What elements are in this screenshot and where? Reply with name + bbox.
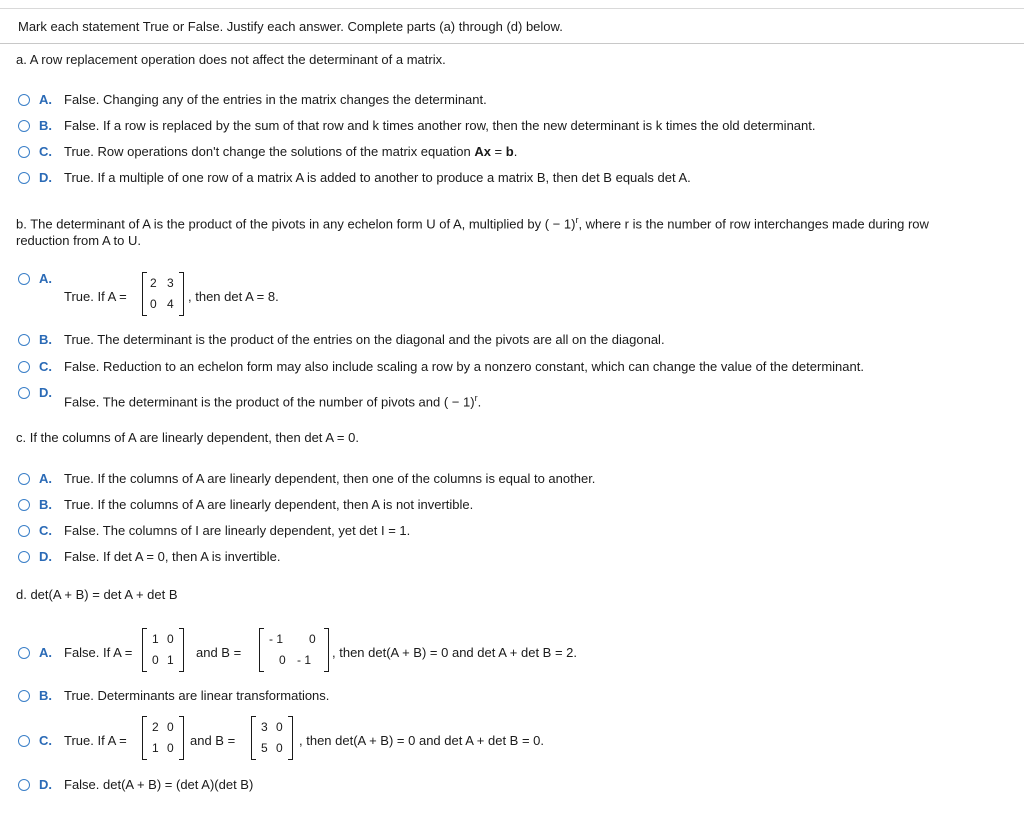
question-b — [16, 212, 929, 249]
bracket-left — [142, 716, 147, 760]
option-letter: A. — [39, 92, 52, 107]
option-text: False. If a row is replaced by the sum of that row and k times another row, then the new determinant is k times the old determinant. — [64, 118, 816, 133]
option-letter: B. — [39, 118, 52, 133]
text-segment: reduction from A to U. — [16, 233, 142, 249]
matrix-cell: 0 — [167, 741, 174, 755]
text-segment: True. Row operations don't change the solutions of the matrix equation — [64, 144, 475, 159]
radio-button[interactable] — [18, 473, 30, 485]
option-letter: C. — [39, 733, 52, 748]
option-text: False. If det A = 0, then A is invertible. — [64, 549, 281, 564]
matrix-cell: 0 — [276, 720, 283, 734]
matrix-cell: 3 — [167, 276, 174, 290]
radio-button[interactable] — [18, 499, 30, 511]
option-letter: B. — [39, 497, 52, 512]
matrix-cell: 2 — [150, 276, 157, 290]
matrix-A — [142, 272, 184, 316]
radio-button[interactable] — [18, 551, 30, 563]
matrix-cell: 0 — [150, 297, 157, 311]
option-letter: D. — [39, 385, 52, 400]
question-d: d. det(A + B) = det A + det B — [16, 587, 178, 602]
matrix-cell: 0 — [309, 632, 316, 646]
option-letter: C. — [39, 144, 52, 159]
bracket-left — [251, 716, 256, 760]
matrix-cell: 0 — [152, 653, 159, 667]
matrix-cell: 1 — [167, 653, 174, 667]
option-text: and B = — [196, 645, 242, 660]
text-segment: , where r is the number of row interchanges made during row — [578, 216, 929, 232]
matrix-cell: 3 — [261, 720, 268, 734]
option-letter: A. — [39, 471, 52, 486]
option-text: True. The determinant is the product of the entries on the diagonal and the pivots are all on the diagonal. — [64, 332, 665, 347]
option-letter: B. — [39, 688, 52, 703]
option-text: True. If A = — [64, 733, 127, 748]
text-segment: b. The determinant of A is the product of the pivots in any echelon form U of A, multiplied by ( − 1) — [16, 216, 576, 232]
matrix-cell: 5 — [261, 741, 268, 755]
bold-segment: Ax — [474, 144, 491, 159]
matrix-B — [259, 628, 329, 672]
option-letter: D. — [39, 549, 52, 564]
option-text: , then det(A + B) = 0 and det A + det B = 2. — [332, 645, 578, 660]
bracket-left — [142, 272, 147, 316]
bracket-right — [179, 628, 184, 672]
option-text: True. If the columns of A are linearly dependent, then one of the columns is equal to another. — [64, 471, 596, 486]
option-text: , then det(A + B) = 0 and det A + det B = 0. — [299, 733, 545, 748]
option-text: True. If the columns of A are linearly dependent, then A is not invertible. — [64, 497, 474, 512]
radio-button[interactable] — [18, 779, 30, 791]
option-letter: B. — [39, 332, 52, 347]
bracket-right — [179, 716, 184, 760]
option-letter: D. — [39, 777, 52, 792]
radio-button[interactable] — [18, 735, 30, 747]
bracket-left — [259, 628, 264, 672]
text-segment: . — [513, 144, 518, 159]
radio-button[interactable] — [18, 690, 30, 702]
matrix-cell: 0 — [167, 632, 174, 646]
matrix-cell: 2 — [152, 720, 159, 734]
superscript: r — [575, 215, 579, 225]
option-letter: C. — [39, 523, 52, 538]
option-text: False. Reduction to an echelon form may also include scaling a row by a nonzero constant, which can change the value of the determinant. — [64, 359, 864, 374]
instructions: Mark each statement True or False. Justify each answer. Complete parts (a) through (d) below. — [18, 19, 563, 34]
option-text — [64, 393, 481, 409]
matrix-cell: 0 — [279, 653, 286, 667]
radio-button[interactable] — [18, 172, 30, 184]
matrix-cell: - 1 — [297, 653, 312, 667]
text-segment: . — [477, 394, 482, 410]
option-text: , then det A = 8. — [188, 289, 279, 304]
radio-button[interactable] — [18, 525, 30, 537]
option-text: False. Changing any of the entries in the matrix changes the determinant. — [64, 92, 487, 107]
option-text: False. The columns of I are linearly dependent, yet det I = 1. — [64, 523, 411, 538]
superscript: r — [474, 393, 478, 403]
matrix-cell: 0 — [167, 720, 174, 734]
matrix-cell: 4 — [167, 297, 174, 311]
option-text: False. det(A + B) = (det A)(det B) — [64, 777, 254, 792]
matrix-B — [251, 716, 293, 760]
matrix-A — [142, 716, 184, 760]
bold-segment: b — [505, 144, 514, 159]
bracket-right — [179, 272, 184, 316]
header-divider — [0, 43, 1024, 44]
radio-button[interactable] — [18, 146, 30, 158]
matrix-cell: 1 — [152, 741, 159, 755]
option-letter: A. — [39, 271, 52, 286]
radio-button[interactable] — [18, 334, 30, 346]
matrix-cell: - 1 — [269, 632, 284, 646]
option-letter: C. — [39, 359, 52, 374]
option-letter: D. — [39, 170, 52, 185]
radio-button[interactable] — [18, 387, 30, 399]
matrix-A — [142, 628, 184, 672]
text-segment: = — [490, 144, 506, 159]
option-text: True. If a multiple of one row of a matrix A is added to another to produce a matrix B, then det B equals det A. — [64, 170, 691, 185]
bracket-right — [324, 628, 329, 672]
bracket-right — [288, 716, 293, 760]
matrix-cell: 0 — [276, 741, 283, 755]
text-segment: False. The determinant is the product of the number of pivots and ( − 1) — [64, 394, 475, 410]
option-text — [64, 144, 517, 159]
matrix-cell: 1 — [152, 632, 159, 646]
radio-button[interactable] — [18, 120, 30, 132]
radio-button[interactable] — [18, 273, 30, 285]
option-letter: A. — [39, 645, 52, 660]
top-divider — [0, 8, 1024, 9]
question-c: c. If the columns of A are linearly dependent, then det A = 0. — [16, 430, 359, 445]
bracket-left — [142, 628, 147, 672]
radio-button[interactable] — [18, 361, 30, 373]
option-text: and B = — [190, 733, 236, 748]
radio-button[interactable] — [18, 94, 30, 106]
option-text: False. If A = — [64, 645, 133, 660]
option-text: True. Determinants are linear transformations. — [64, 688, 330, 703]
radio-button[interactable] — [18, 647, 30, 659]
question-a: a. A row replacement operation does not affect the determinant of a matrix. — [16, 52, 446, 67]
option-text: True. If A = — [64, 289, 127, 304]
